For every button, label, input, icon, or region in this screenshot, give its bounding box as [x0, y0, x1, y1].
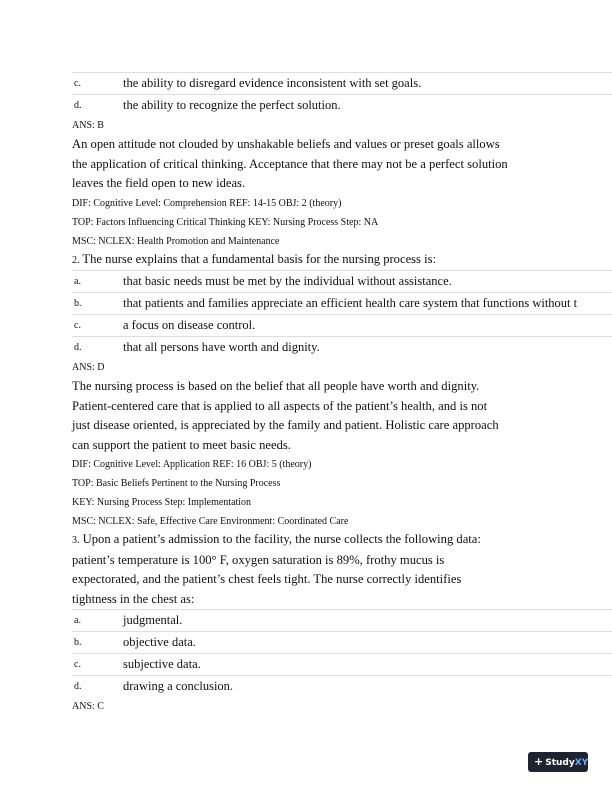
question-text: tightness in the chest as:	[72, 591, 195, 606]
option-letter: c.	[74, 659, 81, 670]
option-text: the ability to disregard evidence inconsistent with set goals.	[123, 76, 422, 90]
meta-line: MSC: NCLEX: Health Promotion and Maintenance	[72, 235, 280, 247]
plus-icon: +	[534, 755, 544, 768]
option-letter: b.	[74, 637, 82, 648]
question-stem	[72, 250, 612, 271]
option-row	[72, 94, 612, 116]
rationale-line: leaves the field open to new ideas.	[72, 176, 246, 190]
option-text: that patients and families appreciate an efficient health care system that functions without t	[123, 296, 578, 310]
logo-text-accent: XY	[574, 758, 589, 768]
option-letter: b.	[74, 298, 82, 309]
meta-line: DIF: Cognitive Level: Application REF: 16 OBJ: 5 (theory)	[72, 459, 312, 470]
option-text: that basic needs must be met by the individual without assistance.	[123, 274, 452, 288]
page-content	[72, 72, 612, 716]
answer-label: ANS: C	[72, 701, 104, 712]
option-row	[72, 292, 612, 314]
option-row	[72, 609, 612, 631]
meta-line: TOP: Basic Beliefs Pertinent to the Nursing Process	[72, 478, 281, 489]
question-stem	[72, 530, 612, 551]
option-text: judgmental.	[123, 613, 183, 627]
question-number: 3.	[72, 535, 80, 546]
option-letter: c.	[74, 78, 81, 89]
rationale-line: An open attitude not clouded by unshakable beliefs and values or preset goals allows	[72, 137, 500, 151]
meta-line: KEY: Nursing Process Step: Implementation	[72, 497, 252, 508]
question-text: Upon a patient’s admission to the facility, the nurse collects the following data:	[82, 532, 481, 546]
question-number: 2.	[72, 254, 80, 266]
option-letter: a.	[74, 276, 81, 287]
option-letter: c.	[74, 320, 81, 331]
rationale-line: the application of critical thinking. Acceptance that there may not be a perfect solution	[72, 156, 508, 171]
meta-line: DIF: Cognitive Level: Comprehension REF: 14-15 OBJ: 2 (theory)	[72, 197, 342, 209]
rationale-line: The nursing process is based on the belief that all people have worth and dignity.	[72, 379, 480, 393]
rationale-line: can support the patient to meet basic needs.	[72, 437, 291, 452]
option-letter: d.	[74, 681, 82, 692]
option-text: the ability to recognize the perfect solution.	[123, 98, 341, 112]
option-letter: d.	[74, 342, 82, 353]
answer-label: ANS: D	[72, 362, 105, 373]
option-row	[72, 653, 612, 675]
question-text: The nurse explains that a fundamental basis for the nursing process is:	[82, 251, 437, 266]
option-row	[72, 72, 612, 94]
rationale-line: Patient-centered care that is applied to all aspects of the patient’s health, and is not	[72, 398, 488, 413]
option-text: subjective data.	[123, 657, 201, 671]
question-text: expectorated, and the patient’s chest feels tight. The nurse correctly identifies	[72, 572, 462, 586]
option-letter: d.	[74, 100, 82, 111]
option-row	[72, 314, 612, 336]
option-text: drawing a conclusion.	[123, 679, 234, 693]
option-letter: a.	[74, 615, 81, 626]
studyxy-logo[interactable]	[528, 752, 588, 772]
question-text: patient’s temperature is 100° F, oxygen saturation is 89%, frothy mucus is	[72, 552, 445, 567]
option-row	[72, 631, 612, 653]
option-text: that all persons have worth and dignity.	[123, 340, 320, 354]
option-text: objective data.	[123, 635, 196, 649]
meta-line: MSC: NCLEX: Safe, Effective Care Environment: Coordinated Care	[72, 516, 349, 527]
rationale-line: just disease oriented, is appreciated by the family and patient. Holistic care approach	[72, 418, 499, 432]
answer-label: ANS: B	[72, 120, 104, 131]
logo-text: Study	[545, 758, 575, 768]
option-row	[72, 336, 612, 358]
option-text: a focus on disease control.	[123, 318, 256, 332]
option-row	[72, 270, 612, 292]
option-row	[72, 675, 612, 697]
meta-line: TOP: Factors Influencing Critical Thinking KEY: Nursing Process Step: NA	[72, 216, 379, 228]
